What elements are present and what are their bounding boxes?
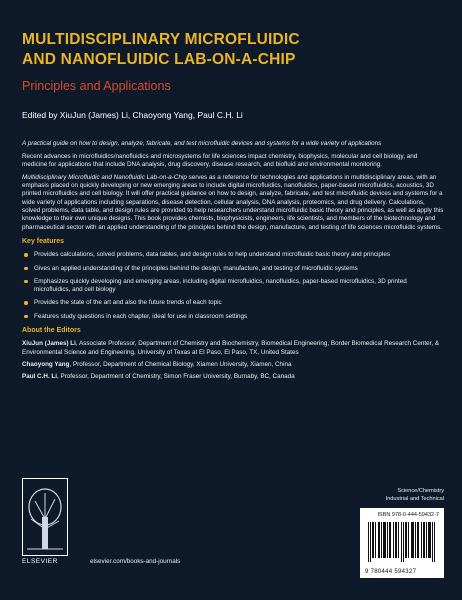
- feature-item: [22, 265, 444, 273]
- key-features-list: [22, 251, 444, 321]
- editor-entry: [22, 361, 444, 369]
- editor-name: Chaoyong Yang: [22, 360, 70, 368]
- editor-bio: , Professor, Department of Chemistry, Simon Fraser University, Burnaby, BC, Canada: [57, 373, 295, 381]
- feature-item: [22, 251, 444, 259]
- title-line-1: MULTIDISCIPLINARY MICROFLUIDIC: [22, 31, 300, 48]
- feature-item: [22, 313, 444, 321]
- about-editors-heading: About the Editors: [22, 327, 81, 335]
- title-block: [22, 30, 442, 120]
- feature-text: Features study questions in each chapter, ideal for use in classroom settings: [34, 312, 248, 320]
- feature-text: Provides the state of the art and also the future trends of each topic: [34, 299, 222, 307]
- description-text: serves as a reference for technologies and applications in multidisciplinary areas, with an emphasis placed on quickly developing or new emerging areas to include digital microfluidics, nanofluidics, paper-based microfluidics, acoustics, 3D printed microfluidics and cell biology. It will offer practical guidance on how to design, analyze, fabricate, and test microfluidic devices and systems for a wide variety of applications including separations, disease detection, cellular analysis, DNA analysis, proteomics, and drug delivery. Calculations, solved problems, data table, and design rules are provided to help researchers understand microfluidic basic theory and principles, as well as apply this knowledge to their own unique designs. This book provides chemists, biophysicists, engineers, life scientists, and members of the biotechnology and pharmaceutical sector with an applied understanding of the principles behind the design, manufacture, and testing of life sciences microfluidic systems.: [22, 173, 444, 231]
- book-title: [22, 30, 442, 70]
- title-line-2: AND NANOFLUIDIC LAB-ON-A-CHIP: [22, 51, 296, 68]
- editor-name: XiuJun (James) Li: [22, 340, 76, 348]
- bullet-icon: [24, 267, 28, 271]
- editor-bio: , Associate Professor, Department of Chemistry and Biochemistry, Biomedical Engineering, Border Biomedical Research Center, & Environmental Science and Engineering, University of Texas at El Paso, El Paso, TX, United States: [22, 340, 440, 356]
- elsevier-tree-logo-icon: [22, 478, 68, 556]
- editors-line: Edited by XiuJun (James) Li, Chaoyong Yang, Paul C.H. Li: [22, 110, 243, 120]
- editor-name: Paul C.H. Li: [22, 373, 57, 381]
- body-text: [22, 140, 444, 386]
- feature-text: Emphasizes quickly developing and emerging areas, including digital microfluidics, nanofluidics, paper-based microfluidics, 3D printed microfluidics, and cell biology: [34, 277, 407, 294]
- book-subtitle: Principles and Applications: [22, 79, 171, 93]
- intro-paragraph: Recent advances in microfluidics/nanofluidics and microsystems for life sciences impact chemistry, biophysics, molecular and cell biology, and medicine for applications that include DNA analysis, drug discovery, disease research, and biofluid and environmental monitoring.: [22, 152, 418, 169]
- feature-item: [22, 299, 444, 307]
- category-line-1: Science/Chemistry: [397, 488, 444, 494]
- footer: [22, 458, 444, 588]
- feature-text: Gives an applied understanding of the principles behind the design, manufacture, and testing of microfluidic systems: [34, 264, 358, 272]
- bullet-icon: [24, 280, 28, 284]
- bullet-icon: [24, 301, 28, 305]
- publisher-url: elsevier.com/books-and-journals: [90, 558, 181, 565]
- bullet-icon: [24, 315, 28, 319]
- isbn-label: ISBN 978-0-444-59432-7: [377, 512, 439, 518]
- category-label: [386, 488, 444, 503]
- editor-entry: [22, 340, 444, 357]
- feature-text: Provides calculations, solved problems, data tables, and design rules to help understand microfluidic basic theory and principles: [34, 251, 390, 259]
- key-features-heading: Key features: [22, 237, 65, 245]
- tagline: A practical guide on how to design, analyze, fabricate, and test microfluidic devices and systems for a wide variety of applications: [22, 140, 382, 147]
- editor-entry: [22, 373, 444, 381]
- isbn-barcode-box: [360, 508, 444, 578]
- publisher-name: ELSEVIER: [22, 558, 58, 565]
- category-line-2: Industrial and Technical: [385, 495, 444, 502]
- bullet-icon: [24, 253, 28, 257]
- barcode-icon: [368, 522, 436, 562]
- description-book-title: Multidisciplinary Microfluidic and Nanofluidic Lab-on-a-Chip: [22, 173, 187, 181]
- editor-bio: , Professor, Department of Chemical Biology, Xiamen University, Xiamen, China: [69, 360, 292, 368]
- barcode-number: 9 780444 594327: [365, 569, 417, 575]
- feature-item: [22, 278, 444, 295]
- description-paragraph: [22, 174, 444, 232]
